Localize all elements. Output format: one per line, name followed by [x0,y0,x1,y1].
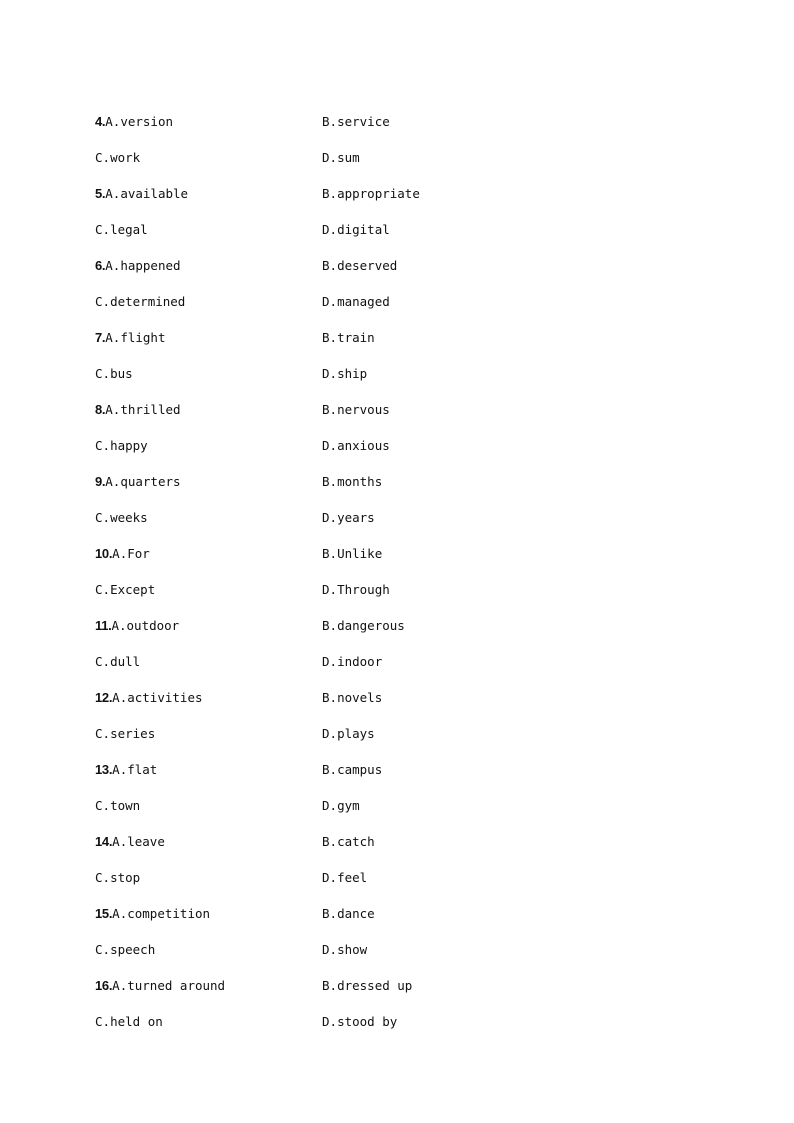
option-row-ab [95,392,695,428]
option-letter: C. [95,942,111,957]
option-c [95,436,322,456]
option-text: nervous [337,402,390,417]
question-13 [95,752,695,824]
option-c [95,724,322,744]
option-letter: D. [322,726,338,741]
option-c [95,364,322,384]
option-b [322,904,622,924]
option-c [95,148,322,168]
option-letter: C. [95,726,111,741]
option-text: campus [337,762,383,777]
option-text: For [127,546,150,561]
option-text: digital [337,222,390,237]
option-letter: C. [95,438,111,453]
question-4 [95,104,695,176]
option-text: gym [337,798,360,813]
option-text: happened [120,258,181,273]
option-letter: A. [112,978,128,993]
option-c [95,868,322,888]
option-letter: D. [322,294,338,309]
option-row-ab [95,752,695,788]
option-letter: B. [322,618,338,633]
option-text: anxious [337,438,390,453]
question-number: 8. [95,402,106,417]
option-d [322,724,622,744]
option-row-cd [95,932,695,968]
option-letter: B. [322,330,338,345]
option-row-cd [95,788,695,824]
option-letter: A. [105,474,121,489]
option-row-cd [95,860,695,896]
option-letter: B. [322,546,338,561]
option-text: version [120,114,173,129]
option-a [95,616,322,636]
option-row-ab [95,680,695,716]
option-letter: A. [112,762,128,777]
option-c [95,796,322,816]
option-text: turned around [127,978,226,993]
question-number: 5. [95,186,106,201]
option-a [95,976,322,996]
option-letter: B. [322,114,338,129]
option-a [95,904,322,924]
option-letter: D. [322,654,338,669]
option-row-cd [95,644,695,680]
option-a [95,328,322,348]
question-16 [95,968,695,1040]
option-b [322,472,622,492]
option-row-ab [95,536,695,572]
option-text: managed [337,294,390,309]
option-text: thrilled [120,402,181,417]
option-letter: D. [322,366,338,381]
option-row-ab [95,248,695,284]
option-text: feel [337,870,368,885]
question-5 [95,176,695,248]
option-letter: A. [112,834,128,849]
question-8 [95,392,695,464]
option-letter: A. [111,618,127,633]
option-row-ab [95,968,695,1004]
option-b [322,688,622,708]
option-text: plays [337,726,375,741]
option-letter: B. [322,690,338,705]
option-letter: D. [322,510,338,525]
option-text: weeks [110,510,148,525]
option-text: ship [337,366,368,381]
option-letter: B. [322,258,338,273]
question-number: 9. [95,474,106,489]
option-b [322,976,622,996]
option-row-cd [95,428,695,464]
option-letter: C. [95,366,111,381]
option-row-cd [95,572,695,608]
option-c [95,940,322,960]
option-text: train [337,330,375,345]
option-text: speech [110,942,156,957]
option-a [95,256,322,276]
option-text: legal [110,222,148,237]
option-text: dangerous [337,618,405,633]
option-text: dance [337,906,375,921]
option-row-ab [95,320,695,356]
option-letter: B. [322,978,338,993]
option-a [95,184,322,204]
question-14 [95,824,695,896]
option-text: catch [337,834,375,849]
option-b [322,256,622,276]
option-a [95,760,322,780]
option-b [322,184,622,204]
question-7 [95,320,695,392]
option-d [322,940,622,960]
option-row-cd [95,140,695,176]
option-d [322,436,622,456]
option-c [95,508,322,528]
option-text: work [110,150,141,165]
option-text: bus [110,366,133,381]
option-text: show [337,942,368,957]
option-text: dressed up [337,978,413,993]
option-d [322,652,622,672]
option-d [322,220,622,240]
option-a [95,400,322,420]
option-text: Unlike [337,546,383,561]
option-text: appropriate [337,186,420,201]
option-b [322,400,622,420]
option-d [322,292,622,312]
option-text: stood by [337,1014,398,1029]
option-letter: C. [95,798,111,813]
option-b [322,328,622,348]
option-d [322,508,622,528]
option-letter: B. [322,762,338,777]
option-row-ab [95,464,695,500]
question-number: 16. [95,978,113,993]
option-text: available [120,186,189,201]
option-row-cd [95,1004,695,1040]
option-a [95,688,322,708]
option-text: Except [110,582,156,597]
question-12 [95,680,695,752]
option-text: deserved [337,258,398,273]
option-text: novels [337,690,383,705]
option-c [95,652,322,672]
option-letter: C. [95,222,111,237]
option-b [322,760,622,780]
option-text: town [110,798,141,813]
option-text: leave [127,834,165,849]
option-row-ab [95,824,695,860]
option-letter: A. [105,402,121,417]
option-d [322,580,622,600]
option-letter: D. [322,222,338,237]
option-letter: A. [112,690,128,705]
option-text: determined [110,294,186,309]
option-text: years [337,510,375,525]
option-c [95,220,322,240]
option-row-ab [95,104,695,140]
option-letter: D. [322,1014,338,1029]
option-text: months [337,474,383,489]
question-number: 6. [95,258,106,273]
option-letter: D. [322,942,338,957]
question-number: 13. [95,762,113,777]
option-text: flight [120,330,166,345]
option-text: Through [337,582,390,597]
option-letter: B. [322,834,338,849]
question-15 [95,896,695,968]
question-number: 7. [95,330,106,345]
question-9 [95,464,695,536]
option-text: quarters [120,474,181,489]
option-row-cd [95,500,695,536]
option-letter: A. [112,906,128,921]
option-row-ab [95,608,695,644]
question-number: 15. [95,906,113,921]
option-letter: C. [95,294,111,309]
option-letter: D. [322,870,338,885]
option-letter: D. [322,150,338,165]
option-text: series [110,726,156,741]
option-letter: B. [322,906,338,921]
question-6 [95,248,695,320]
option-a [95,832,322,852]
option-d [322,796,622,816]
option-a [95,112,322,132]
option-row-ab [95,176,695,212]
question-number: 12. [95,690,113,705]
option-b [322,544,622,564]
option-d [322,148,622,168]
question-number: 14. [95,834,113,849]
option-text: competition [127,906,211,921]
question-number: 11. [95,618,112,633]
option-b [322,112,622,132]
option-letter: A. [105,114,121,129]
option-letter: D. [322,798,338,813]
option-letter: A. [105,186,121,201]
option-c [95,292,322,312]
option-row-cd [95,284,695,320]
option-letter: C. [95,654,111,669]
question-11 [95,608,695,680]
question-10 [95,536,695,608]
option-text: activities [127,690,203,705]
option-text: held on [110,1014,163,1029]
option-letter: C. [95,1014,111,1029]
option-b [322,832,622,852]
option-letter: A. [105,330,121,345]
option-d [322,868,622,888]
question-number: 10. [95,546,113,561]
option-text: indoor [337,654,383,669]
option-letter: D. [322,582,338,597]
option-d [322,364,622,384]
option-a [95,544,322,564]
option-row-cd [95,212,695,248]
option-c [95,1012,322,1032]
option-letter: D. [322,438,338,453]
option-letter: C. [95,870,111,885]
option-b [322,616,622,636]
option-letter: C. [95,150,111,165]
multiple-choice-sheet [95,104,695,1040]
option-text: sum [337,150,360,165]
option-letter: A. [105,258,121,273]
option-d [322,1012,622,1032]
option-letter: A. [112,546,128,561]
option-text: stop [110,870,141,885]
option-text: service [337,114,390,129]
option-c [95,580,322,600]
option-a [95,472,322,492]
option-row-cd [95,356,695,392]
option-letter: B. [322,474,338,489]
option-letter: C. [95,582,111,597]
option-letter: B. [322,186,338,201]
option-letter: C. [95,510,111,525]
option-row-ab [95,896,695,932]
option-text: outdoor [126,618,180,633]
option-text: flat [127,762,158,777]
option-text: dull [110,654,141,669]
question-number: 4. [95,114,106,129]
option-text: happy [110,438,148,453]
option-row-cd [95,716,695,752]
option-letter: B. [322,402,338,417]
